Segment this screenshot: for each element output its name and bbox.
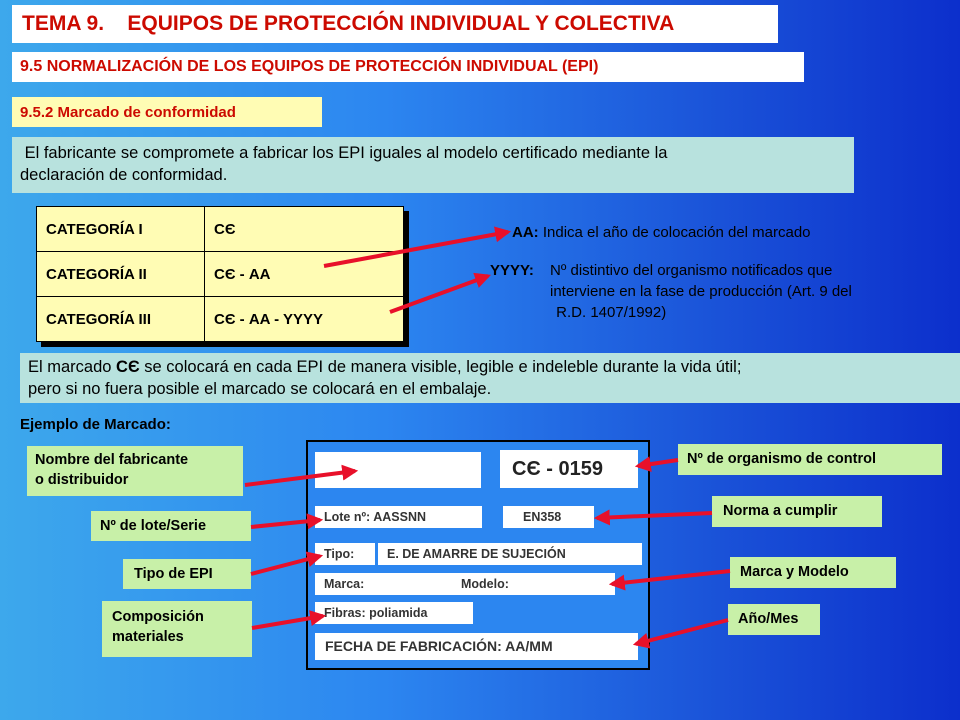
page-subtitle: 9.5 NORMALIZACIÓN DE LOS EQUIPOS DE PROTECCIÓN INDIVIDUAL (EPI): [12, 52, 804, 82]
definition-yyyy-line-3: R.D. 1407/1992): [552, 304, 667, 321]
manufacture-date-field: FECHA DE FABRICACIÓN: AA/MM: [315, 633, 638, 660]
definition-yyyy-line-2: interviene en la fase de producción (Art. 9 del: [550, 283, 852, 300]
category-name: CATEGORÍA II: [37, 252, 205, 297]
category-name: CATEGORÍA III: [37, 297, 205, 342]
placement-text-1: El marcado: [28, 358, 117, 376]
ce-mark-text: CЄ: [116, 358, 140, 376]
standard-field: EN358: [503, 506, 594, 528]
definition-yyyy: [490, 260, 852, 323]
callout-composition: [102, 601, 252, 657]
tipo-value-field: E. DE AMARRE DE SUJECIÓN: [378, 543, 642, 565]
category-name: CATEGORÍA I: [37, 207, 205, 252]
callout-brand-model: Marca y Modelo: [730, 557, 896, 588]
lot-field: Lote nº: AASSNN: [315, 506, 482, 528]
definition-yyyy-line-1: Nº distintivo del organismo notificados que: [550, 262, 833, 279]
category-table: [36, 206, 404, 342]
example-heading: Ejemplo de Marcado:: [20, 416, 171, 433]
intro-line-2: declaración de conformidad.: [20, 166, 228, 184]
definition-yyyy-key: YYYY:: [490, 262, 534, 279]
placement-line-2: pero si no fuera posible el marcado se colocará en el embalaje.: [28, 380, 492, 398]
ce-number-field: CЄ - 0159: [500, 450, 638, 488]
manufacturer-name-field: [315, 452, 481, 488]
callout-manufacturer-line-2: o distribuidor: [35, 472, 129, 488]
arrow-category-iii-to-yyyy: [390, 276, 488, 312]
category-mark: CЄ - AA: [205, 252, 404, 297]
page-title: TEMA 9. EQUIPOS DE PROTECCIÓN INDIVIDUAL Y COLECTIVA: [12, 5, 778, 43]
fibers-field: Fibras: poliamida: [315, 602, 473, 624]
placement-note: [20, 353, 960, 403]
brand-label: Marca:: [324, 577, 365, 591]
definition-aa-text: Indica el año de colocación del marcado: [542, 224, 811, 241]
placement-line-1: [28, 356, 960, 378]
definition-aa: [512, 224, 811, 241]
brand-model-field: [315, 573, 615, 595]
category-mark: CЄ: [205, 207, 404, 252]
table-row: [37, 252, 404, 297]
intro-note: [12, 137, 854, 193]
callout-composition-line-1: Composición: [112, 609, 204, 625]
intro-line-1: El fabricante se compromete a fabricar los EPI iguales al modelo certificado mediante la: [20, 144, 668, 162]
table-row: [37, 297, 404, 342]
callout-manufacturer-line-1: Nombre del fabricante: [35, 452, 189, 468]
table-row: [37, 207, 404, 252]
section-heading: 9.5.2 Marcado de conformidad: [12, 97, 322, 127]
callout-standard: Norma a cumplir: [712, 496, 882, 527]
callout-composition-line-2: materiales: [112, 629, 184, 645]
callout-control-body: Nº de organismo de control: [678, 444, 942, 475]
placement-text-2: se colocará en cada EPI de manera visible, legible e indeleble durante la vida útil;: [139, 358, 742, 376]
model-label: Modelo:: [461, 577, 509, 591]
callout-year-month: Año/Mes: [728, 604, 820, 635]
callout-manufacturer: [27, 446, 243, 496]
category-mark: CЄ - AA - YYYY: [205, 297, 404, 342]
tipo-key-field: Tipo:: [315, 543, 375, 565]
callout-epi-type: Tipo de EPI: [123, 559, 251, 589]
callout-lot: Nº de lote/Serie: [91, 511, 251, 541]
definition-aa-key: AA:: [512, 224, 539, 241]
